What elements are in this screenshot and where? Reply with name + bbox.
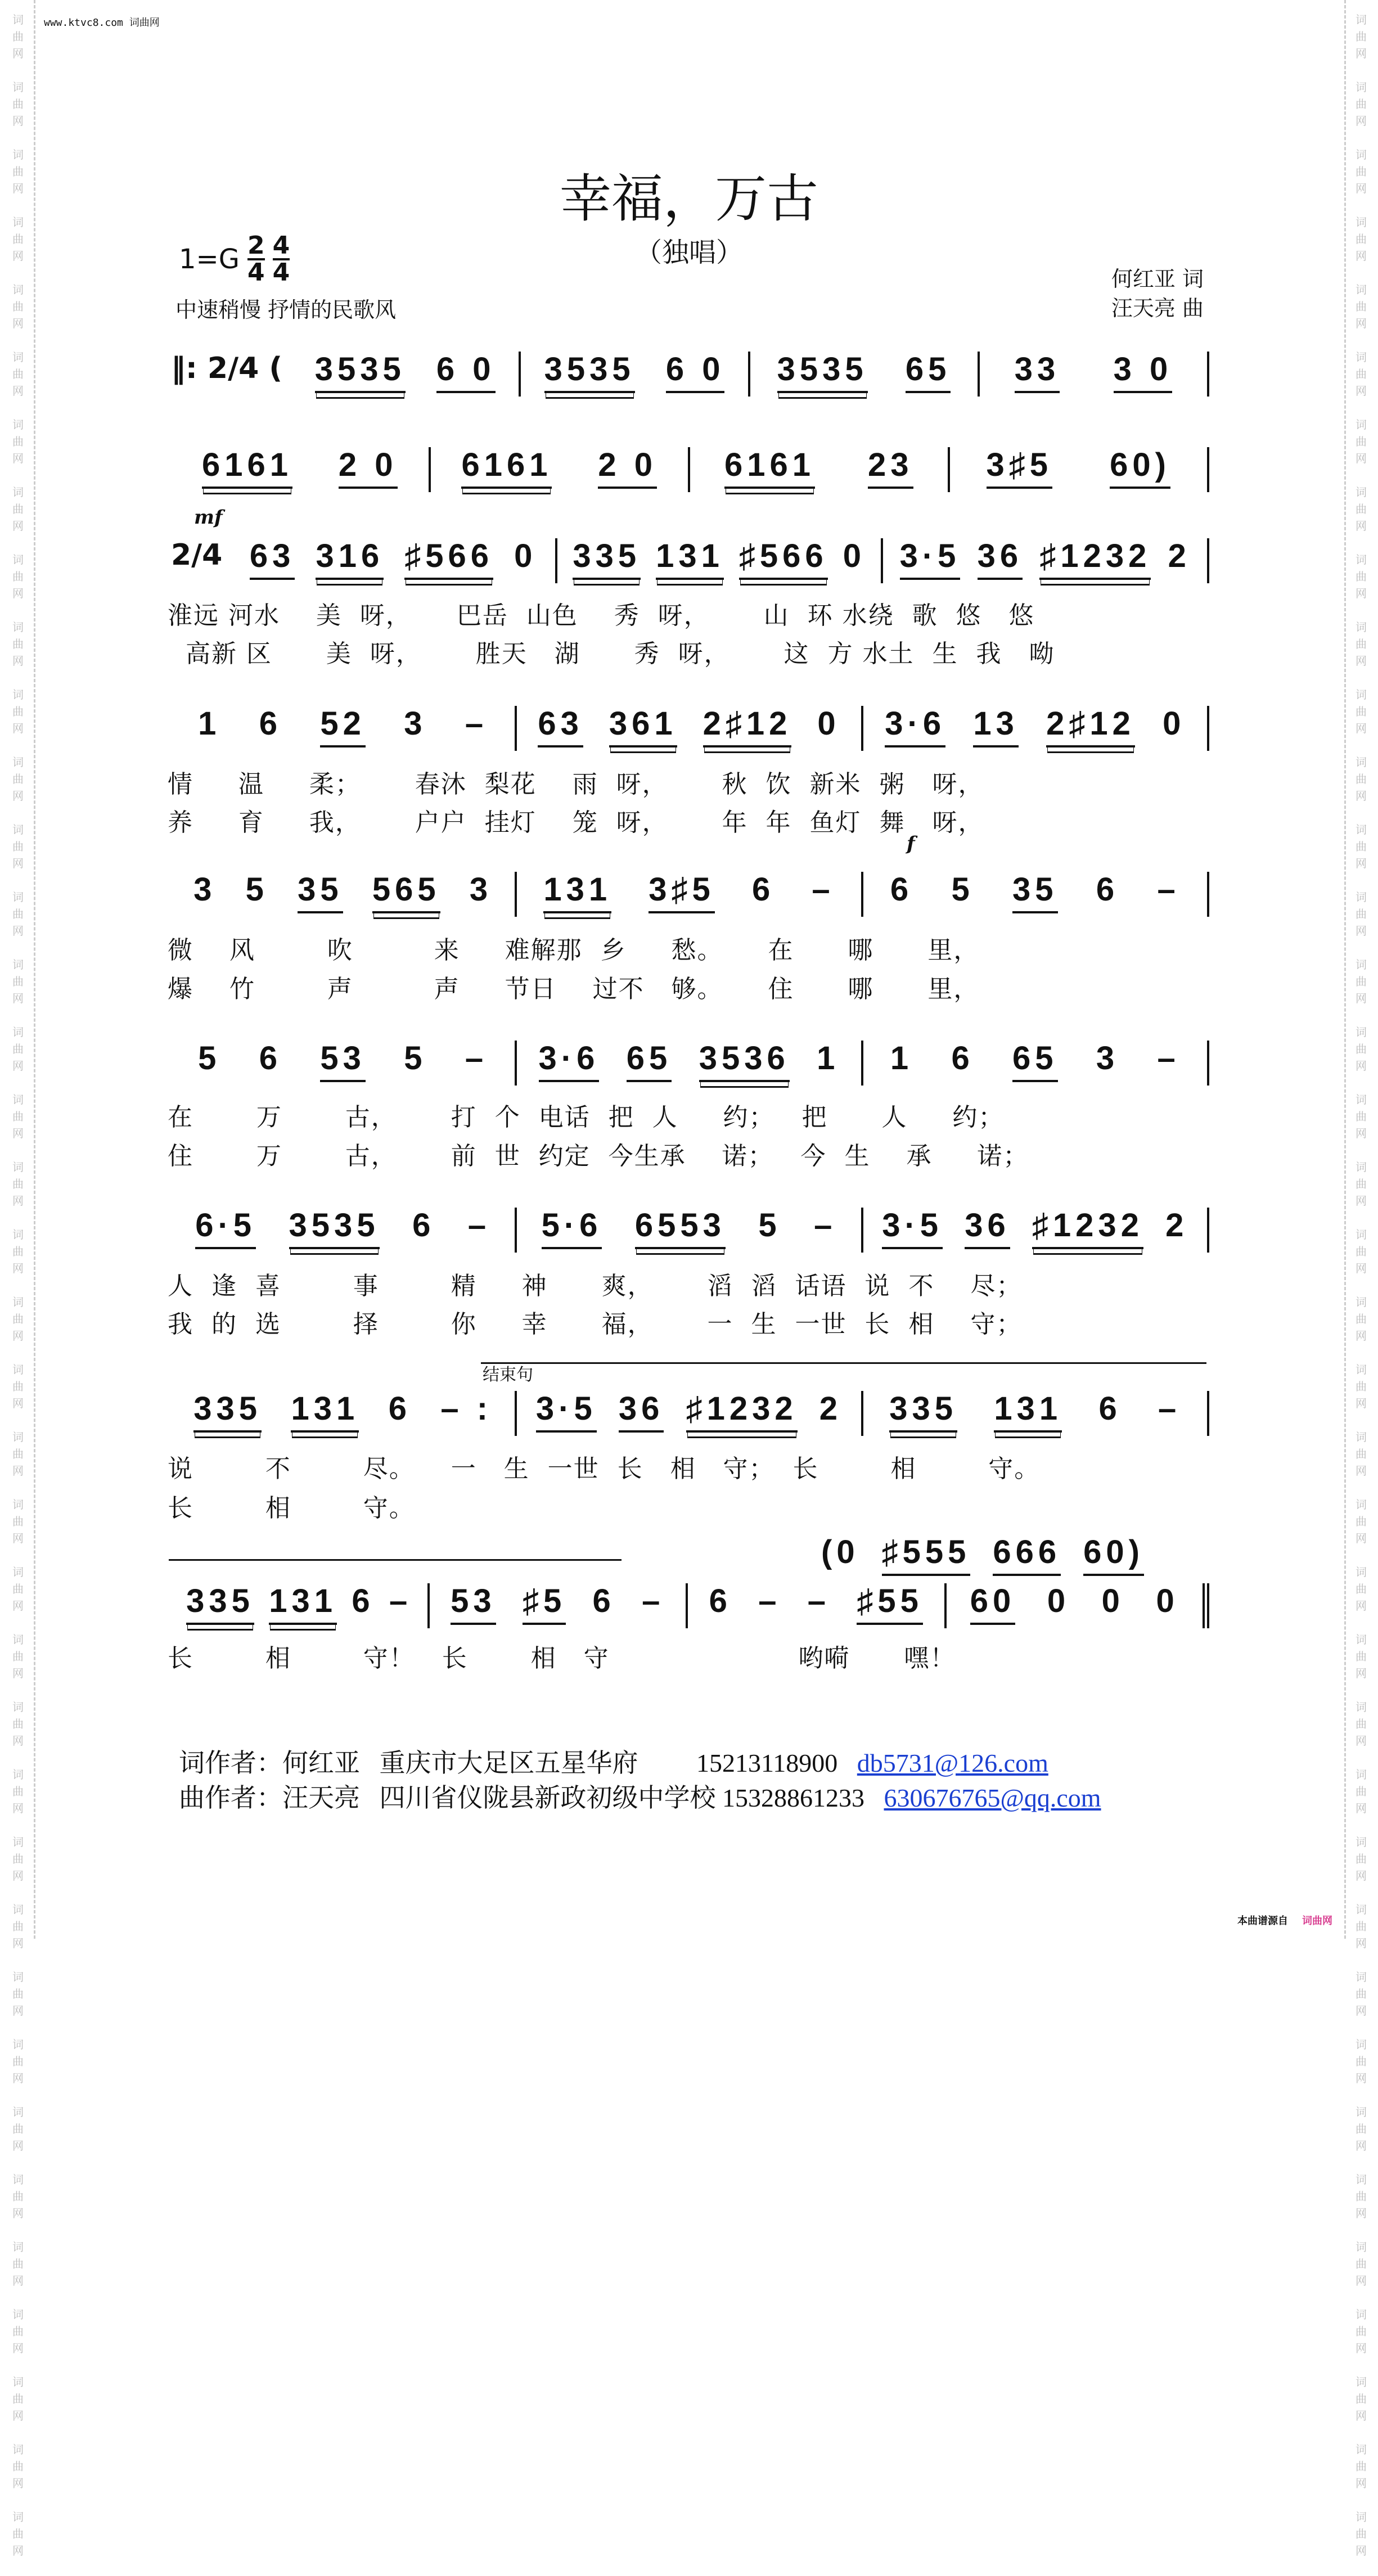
note-group: 0 [514, 538, 537, 574]
note-group: 1 [817, 1040, 840, 1077]
row-prefix: 2/4 [171, 538, 223, 572]
lyric-line: 人 逢 喜 事 精 神 爽， 滔 滔 话语 说 不 尽； [168, 1272, 1023, 1300]
lyric-line: 我 的 选 择 你 幸 福， 一 生 一世 长 相 守； [168, 1310, 1023, 1339]
measure [863, 872, 1207, 922]
measure [431, 447, 688, 498]
note-group: 60) [1110, 447, 1170, 489]
note-group: 3535 [544, 352, 635, 393]
note-group: 2 0 [598, 447, 657, 489]
note-group: 3·5 [900, 538, 961, 580]
measure [517, 1041, 861, 1091]
note-group: 6 [352, 1583, 375, 1619]
score-row [169, 1391, 1209, 1442]
note-group: 131 [994, 1391, 1062, 1433]
measure [863, 1391, 1207, 1442]
note-group: – [814, 1207, 837, 1244]
note-group: 666 [993, 1534, 1061, 1576]
note-group: 3535 [315, 352, 406, 393]
lyric-line: 高新 区 美 呀， 胜天 湖 秀 呀， 这 方 水土 生 我 呦 [168, 640, 1055, 668]
note-group: 6 [1096, 871, 1119, 908]
note-group: – [812, 871, 835, 908]
note-group: – [467, 1207, 491, 1244]
note-group: ♯5 [523, 1583, 566, 1625]
score-row [169, 352, 1209, 402]
note-group: 335 [186, 1583, 254, 1625]
song-subtitle: （独唱） [634, 237, 744, 268]
measure [291, 352, 519, 402]
lyric-line: 微 风 吹 来 难解那 乡 愁。 在 哪 里， [168, 936, 980, 965]
ending-label: 结束句 [483, 1365, 533, 1385]
composer: 汪天亮 曲 [1111, 296, 1204, 321]
measure [521, 352, 748, 402]
measure [883, 538, 1207, 589]
note-group: 361 [609, 706, 677, 747]
note-group: 3 [193, 871, 217, 908]
watermark-column-left: 词 曲 网 词 曲 网 词 曲 网 词 曲 网 词 曲 网 词 曲 网 词 曲 网 词 曲 网 词 曲 网 词 曲 网 词 曲 网 词 曲 网 词 曲 网 词 曲 网 词 曲 网 词 曲 网 词 曲 网 词 曲 网 词 曲 网 词 曲 网 词 曲 网 词 曲 网 词 曲 网 词 曲 网 词 曲 网 词 曲 网 词 曲 网 词 曲 网 词 曲 网 词 曲 网 词 曲 网 词 曲 网 词 曲 网 词 曲 网 词 曲 网 词 曲 网 词 曲 网 词 曲 网 [12, 13, 24, 2557]
bar-line [1207, 538, 1209, 583]
note-group: 6553 [635, 1208, 726, 1249]
note-group: 565 [372, 872, 440, 913]
note-group: 6 [412, 1207, 435, 1244]
email-link[interactable]: 630676765@qq.com [884, 1784, 1101, 1812]
measure [517, 1208, 861, 1258]
note-group: ♯566 [404, 538, 493, 580]
measure [863, 706, 1207, 756]
note-group: 6 0 [666, 352, 725, 393]
note-group: 6 [890, 871, 913, 908]
measure [171, 447, 429, 498]
note-group: 36 [619, 1391, 664, 1433]
note-group: 6 0 [436, 352, 496, 393]
note-group: 65 [1012, 1041, 1058, 1082]
note-group: 5 [245, 871, 268, 908]
source-label: 本曲谱源自 [1237, 1915, 1288, 1927]
note-group: 60) [1083, 1534, 1144, 1576]
site-watermark: www.ktvc8.com 词曲网 [44, 17, 160, 29]
note-group: 36 [978, 538, 1023, 580]
note-group: ♯566 [739, 538, 828, 580]
lyric-line: 养 育 我， 户户 挂灯 笼 呀， 年 年 鱼灯 舞 呀， [168, 808, 984, 837]
note-group: 3536 [699, 1041, 790, 1082]
note-group: – [642, 1583, 665, 1619]
note-group: 6 [388, 1390, 411, 1427]
note-group: 36 [965, 1208, 1010, 1249]
right-margin-line [1344, 0, 1346, 1939]
measure [517, 872, 861, 922]
lyricist: 何红亚 词 [1111, 267, 1204, 291]
watermark-column-right: 词 曲 网 词 曲 网 词 曲 网 词 曲 网 词 曲 网 词 曲 网 词 曲 网 词 曲 网 词 曲 网 词 曲 网 词 曲 网 词 曲 网 词 曲 网 词 曲 网 词 曲 网 词 曲 网 词 曲 网 词 曲 网 词 曲 网 词 曲 网 词 曲 网 词 曲 网 词 曲 网 词 曲 网 词 曲 网 词 曲 网 词 曲 网 词 曲 网 词 曲 网 词 曲 网 词 曲 网 词 曲 网 词 曲 网 词 曲 网 词 曲 网 词 曲 网 词 曲 网 词 曲 网 [1356, 13, 1367, 2557]
lyric-line: 淮远 河水 美 呀， 巴岳 山色 秀 呀， 山 环 水绕 歌 悠 悠 [168, 601, 1035, 630]
note-group: 35 [1012, 872, 1058, 913]
note-group: 131 [269, 1583, 337, 1625]
note-group: 5 [198, 1040, 221, 1077]
note-group: 5·6 [542, 1208, 602, 1249]
note-group: – [1158, 1390, 1181, 1427]
note-group: 5 [758, 1207, 781, 1244]
note-group: – [1157, 1040, 1180, 1077]
note-group: – [807, 1583, 831, 1619]
note-group: 13 [973, 706, 1019, 747]
note-group: 53 [451, 1583, 496, 1625]
score-row [169, 872, 1209, 922]
note-group: 131 [543, 872, 611, 913]
note-group: 0 [1101, 1583, 1124, 1619]
bar-line [1207, 1041, 1209, 1086]
note-group: – : [440, 1390, 493, 1427]
measure [171, 1583, 427, 1634]
measure [517, 1391, 861, 1442]
note-group: 5 [404, 1040, 427, 1077]
bar-line [1207, 447, 1209, 492]
row-prefix: ‖: 2/4 ( [171, 352, 283, 385]
score-row [169, 1583, 1209, 1634]
note-group: 0 [1163, 705, 1186, 742]
note-group: – [465, 1040, 488, 1077]
note-group: 0 [817, 705, 840, 742]
note-group: ♯555 [882, 1534, 971, 1576]
measure [947, 1583, 1203, 1634]
note-group: 2 0 [339, 447, 398, 489]
score-row [169, 1208, 1209, 1258]
note-group: 3♯5 [987, 447, 1053, 489]
note-group: 3535 [777, 352, 868, 393]
note-group: 2 [1168, 538, 1191, 574]
note-group: ♯1232 [1032, 1208, 1143, 1249]
bar-line [1207, 706, 1209, 751]
note-group: 35 [298, 872, 343, 913]
note-group: 0 [843, 538, 866, 574]
score-row [169, 538, 1209, 589]
key-label: 1=G [179, 244, 240, 275]
measure [171, 706, 515, 756]
credits [1111, 264, 1204, 323]
measure [863, 1041, 1207, 1091]
note-group: 6161 [724, 447, 815, 489]
note-group: 2 [819, 1390, 843, 1427]
measure [171, 1391, 515, 1442]
lyric-line: 爆 竹 声 声 节日 过不 够。 住 哪 里， [168, 975, 980, 1003]
note-group: 335 [193, 1391, 262, 1433]
note-group: 3·5 [882, 1208, 943, 1249]
note-group: ♯1232 [686, 1391, 798, 1433]
lyric-line: 长 相 守。 [168, 1494, 415, 1523]
time-signature-2-4: $\frac{2}{4}$ [247, 231, 265, 287]
note-group: 1 [890, 1040, 913, 1077]
note-group: 3535 [289, 1208, 380, 1249]
measure [430, 1583, 686, 1634]
note-group: 6 [592, 1583, 615, 1619]
note-group: – [758, 1583, 781, 1619]
measure [750, 352, 978, 402]
note-group: 6·5 [195, 1208, 256, 1249]
note-group: 52 [320, 706, 366, 747]
ending-bracket-2 [169, 1559, 622, 1561]
note-group: 65 [906, 352, 951, 393]
note-group: 6 [1098, 1390, 1122, 1427]
note-group: 3 [1096, 1040, 1119, 1077]
note-group: 33 [1015, 352, 1060, 393]
note-group: 6 [951, 1040, 974, 1077]
note-group: 3 [404, 705, 427, 742]
note-group: 3·5 [536, 1391, 597, 1433]
bar-line [1207, 1208, 1209, 1253]
note-group: 2♯12 [1046, 706, 1135, 747]
note-group: 3 0 [1114, 352, 1173, 393]
song-title: 幸福，万古 [559, 169, 819, 229]
lyric-line: 在 万 古， 打 个 电话 把 人 约； 把 人 约； [168, 1103, 1005, 1132]
measure [171, 872, 515, 922]
note-group: 63 [538, 706, 583, 747]
note-group: 6 [709, 1583, 732, 1619]
footer-composer: 曲作者：汪天亮 四川省仪陇县新政初级中学校 15328861233 630676765@qq.com [179, 1784, 1101, 1812]
score-row [169, 1041, 1209, 1091]
measure [517, 706, 861, 756]
measure [690, 447, 948, 498]
note-group: 3 [469, 871, 493, 908]
score-row [169, 447, 1209, 498]
note-group: 65 [627, 1041, 672, 1082]
measure [557, 538, 881, 589]
measure [171, 1208, 515, 1258]
tempo-marking: 中速稍慢 抒情的民歌风 [175, 298, 397, 322]
note-group: – [1157, 871, 1180, 908]
measure [231, 538, 555, 589]
note-group: 60 [970, 1583, 1016, 1625]
note-group: 6 [259, 705, 282, 742]
email-link[interactable]: db5731@126.com [857, 1749, 1048, 1777]
lyric-line: 情 温 柔； 春沐 梨花 雨 呀， 秋 饮 新米 粥 呀， [168, 770, 984, 799]
note-group: (0 [821, 1534, 859, 1570]
ending-bracket [481, 1362, 1206, 1364]
note-group: 0 [1156, 1583, 1179, 1619]
note-group: ♯55 [857, 1583, 923, 1625]
score-row [169, 706, 1209, 756]
note-group: 131 [291, 1391, 359, 1433]
note-group: 6 [259, 1040, 282, 1077]
note-group: – [465, 705, 488, 742]
note-group: 316 [316, 538, 384, 580]
accompaniment-line [821, 1534, 1144, 1576]
key-signature [179, 233, 290, 285]
bar-line [1207, 872, 1209, 917]
lyric-line: 长 相 守！ 长 相 守 哟嗬 嘿！ [168, 1644, 956, 1673]
note-group: 335 [889, 1391, 957, 1433]
bar-line [1207, 352, 1209, 397]
note-group: 3♯5 [649, 872, 715, 913]
bar-line [1203, 1583, 1209, 1628]
note-group: 2 [1165, 1207, 1188, 1244]
time-signature-4-4: $\frac{4}{4}$ [272, 231, 290, 287]
left-margin-line [34, 0, 35, 1939]
note-group: 6161 [461, 447, 552, 489]
measure [863, 1208, 1207, 1258]
bar-line [1207, 1391, 1209, 1436]
note-group: 63 [250, 538, 295, 580]
brand-label: 词曲网 [1302, 1915, 1332, 1927]
note-group: 0 [1047, 1583, 1070, 1619]
note-group: 6161 [202, 447, 292, 489]
note-group: 3·6 [885, 706, 945, 747]
note-group: 53 [320, 1041, 366, 1082]
note-group: 1 [198, 705, 221, 742]
note-group: 5 [951, 871, 974, 908]
dynamic-f: f [907, 832, 915, 855]
lyric-line: 住 万 古， 前 世 约定 今生承 诺； 今 生 承 诺； [168, 1142, 1029, 1170]
note-group: 2♯12 [703, 706, 792, 747]
note-group: 23 [868, 447, 913, 489]
dynamic-mf: mf [194, 506, 223, 529]
note-group: 335 [573, 538, 641, 580]
footer-lyricist: 词作者：何红亚 重庆市大足区五星华府 15213118900 db5731@126.com [179, 1749, 1048, 1777]
note-group: ♯1232 [1039, 538, 1151, 580]
lyric-line: 说 不 尽。 一 生 一世 长 相 守； 长 相 守。 [168, 1454, 1041, 1483]
measure [171, 1041, 515, 1091]
note-group: – [389, 1583, 412, 1619]
measure [950, 447, 1208, 498]
note-group: 3·6 [539, 1041, 600, 1082]
measure [688, 1583, 944, 1634]
note-group: 6 [751, 871, 775, 908]
note-group: 131 [656, 538, 724, 580]
measure [980, 352, 1207, 402]
